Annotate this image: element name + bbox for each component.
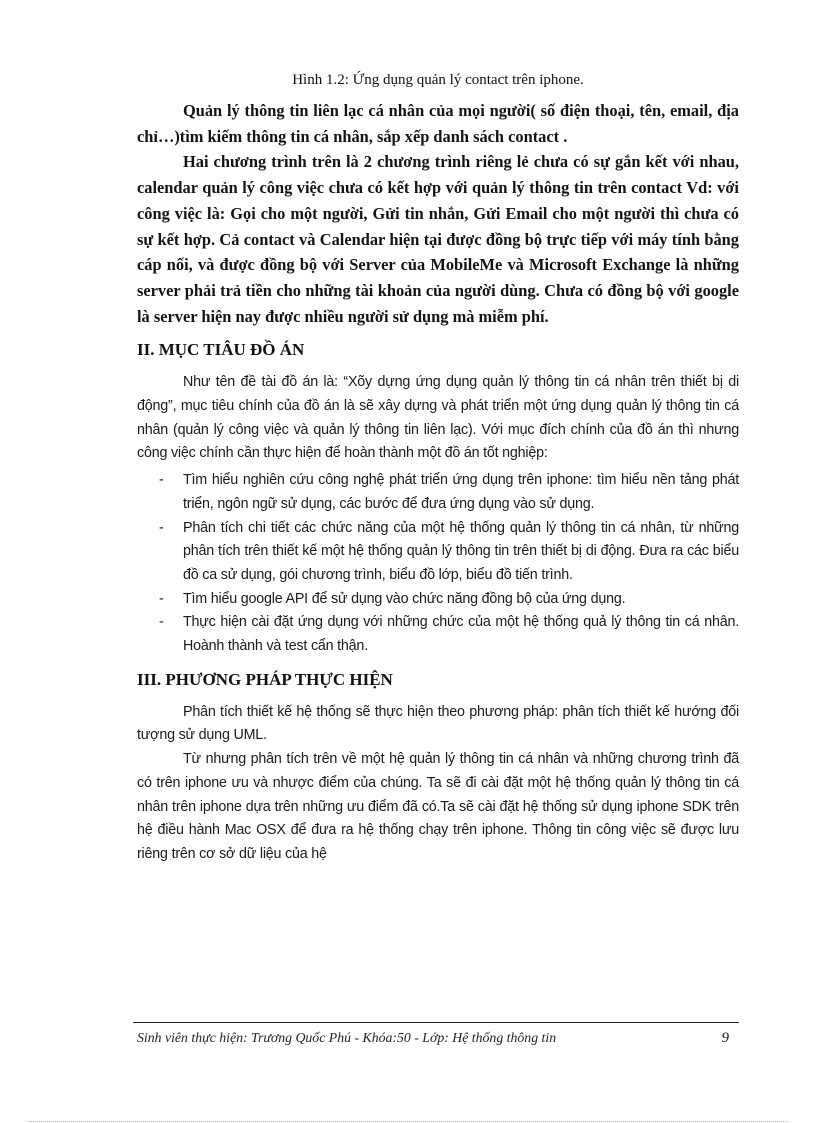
- section-3-body: [137, 701, 739, 867]
- page-number: 9: [721, 1030, 729, 1046]
- list-item: [137, 588, 739, 612]
- section-3-paragraph: Từ nhưng phân tích trên về một hệ quản lý thông tin cá nhân và những chương trình đã có trên iphone ưu và nhược điểm của chúng. Ta sẽ đi cài đặt một hệ thống quản lý thông tin cá nhân trên iphone dựa trên những ưu điểm đã có.Ta sẽ cài đặt hệ thống sử dụng iphone SDK trên hệ điều hành Mac OSX để đưa ra hệ thống chạy trên iphone. Thông tin công việc sẽ được lưu riêng trên cơ sở dữ liệu của hệ: [137, 751, 739, 862]
- section-2-paragraph: Như tên đề tài đồ án là: “Xõy dựng ứng dụng quản lý thông tin cá nhân trên thiết bị di động”, mục tiêu chính của đồ án là sẽ xây dựng và phát triển một ứng dụng quản lý thông tin cá nhân (quản lý công việc và quản lý thông tin liên lạc). Với mục đích chính của đồ án thì nhưng công việc chính cần thực hiện để hoàn thành một đồ án tốt nghiệp:: [137, 374, 739, 462]
- list-item-text: Phân tích chi tiết các chức năng của một hệ thống quản lý thông tin cá nhân, từ những phân tích trên thiết kế một hệ thống quản lý thông tin trên thiết bị di động. Đưa ra các biểu đồ ca sử dụng, gói chương trình, biểu đồ lớp, biểu đồ tiến trình.: [183, 519, 739, 583]
- figure-caption: Hình 1.2: Ứng dụng quản lý contact trên iphone.: [292, 72, 584, 88]
- bullet-dash: -: [159, 590, 164, 607]
- footer-text: Sinh viên thực hiện: Trương Quốc Phú - Khóa:50 - Lớp: Hệ thống thông tin: [137, 1030, 557, 1045]
- page-footer: [137, 1030, 729, 1046]
- list-item: [137, 469, 739, 516]
- intro-section: [137, 98, 739, 329]
- list-item-text: Thực hiện cài đặt ứng dụng với những chức của một hệ thống quả lý thông tin cá nhân. Hoành thành và test cẩn thận.: [183, 614, 739, 655]
- section-2-body: [137, 371, 739, 658]
- bullet-dash: -: [159, 614, 164, 631]
- list-item-text: Tìm hiểu google API để sử dụng vào chức năng đồng bộ của ứng dụng.: [183, 590, 626, 607]
- intro-paragraph: Hai chương trình trên là 2 chương trình riêng lẻ chưa có sự gắn kết với nhau, calendar quản lý công việc chưa có kết hợp với quản lý thông tin trên contact Vd: với công việc là: Gọi cho một người, Gửi tin nhắn, Gửi Email cho một người thì chưa có sự kết hợp. Cả contact và Calendar hiện tại được đồng bộ trực tiếp với máy tính bằng cáp nối, và được đồng bộ với Server của MobileMe và Microsoft Exchange là những server phải trả tiền cho những tài khoản của người dùng. Chưa có đồng bộ với google là server hiện nay được nhiều người sử dụng mà miễm phí.: [137, 152, 739, 326]
- objectives-list: [137, 469, 739, 659]
- list-item: [137, 611, 739, 658]
- footer-divider: [133, 1022, 739, 1023]
- page-edge-divider: [28, 1121, 788, 1122]
- page-content: [137, 72, 739, 867]
- section-2-heading: II. MỤC TIÂU ĐỒ ÁN: [137, 340, 305, 360]
- section-3-paragraph: Phân tích thiết kế hệ thống sẽ thực hiện theo phương pháp: phân tích thiết kế hướng đối tượng sử dụng UML.: [137, 703, 739, 744]
- bullet-dash: -: [159, 519, 164, 536]
- bullet-dash: -: [159, 472, 164, 489]
- list-item: [137, 517, 739, 588]
- section-3-heading: III. PHƯƠNG PHÁP THỰC HIỆN: [137, 669, 393, 689]
- intro-paragraph: Quản lý thông tin liên lạc cá nhân của mọi người( số điện thoại, tên, email, địa chỉ…)tìm kiếm thông tin cá nhân, sắp xếp danh sách contact .: [137, 101, 739, 146]
- list-item-text: Tìm hiểu nghiên cứu công nghệ phát triển ứng dụng trên iphone: tìm hiểu nền tảng phát triển, ngôn ngữ sử dụng, các bước để đưa ứng dụng vào sử dụng.: [183, 472, 739, 512]
